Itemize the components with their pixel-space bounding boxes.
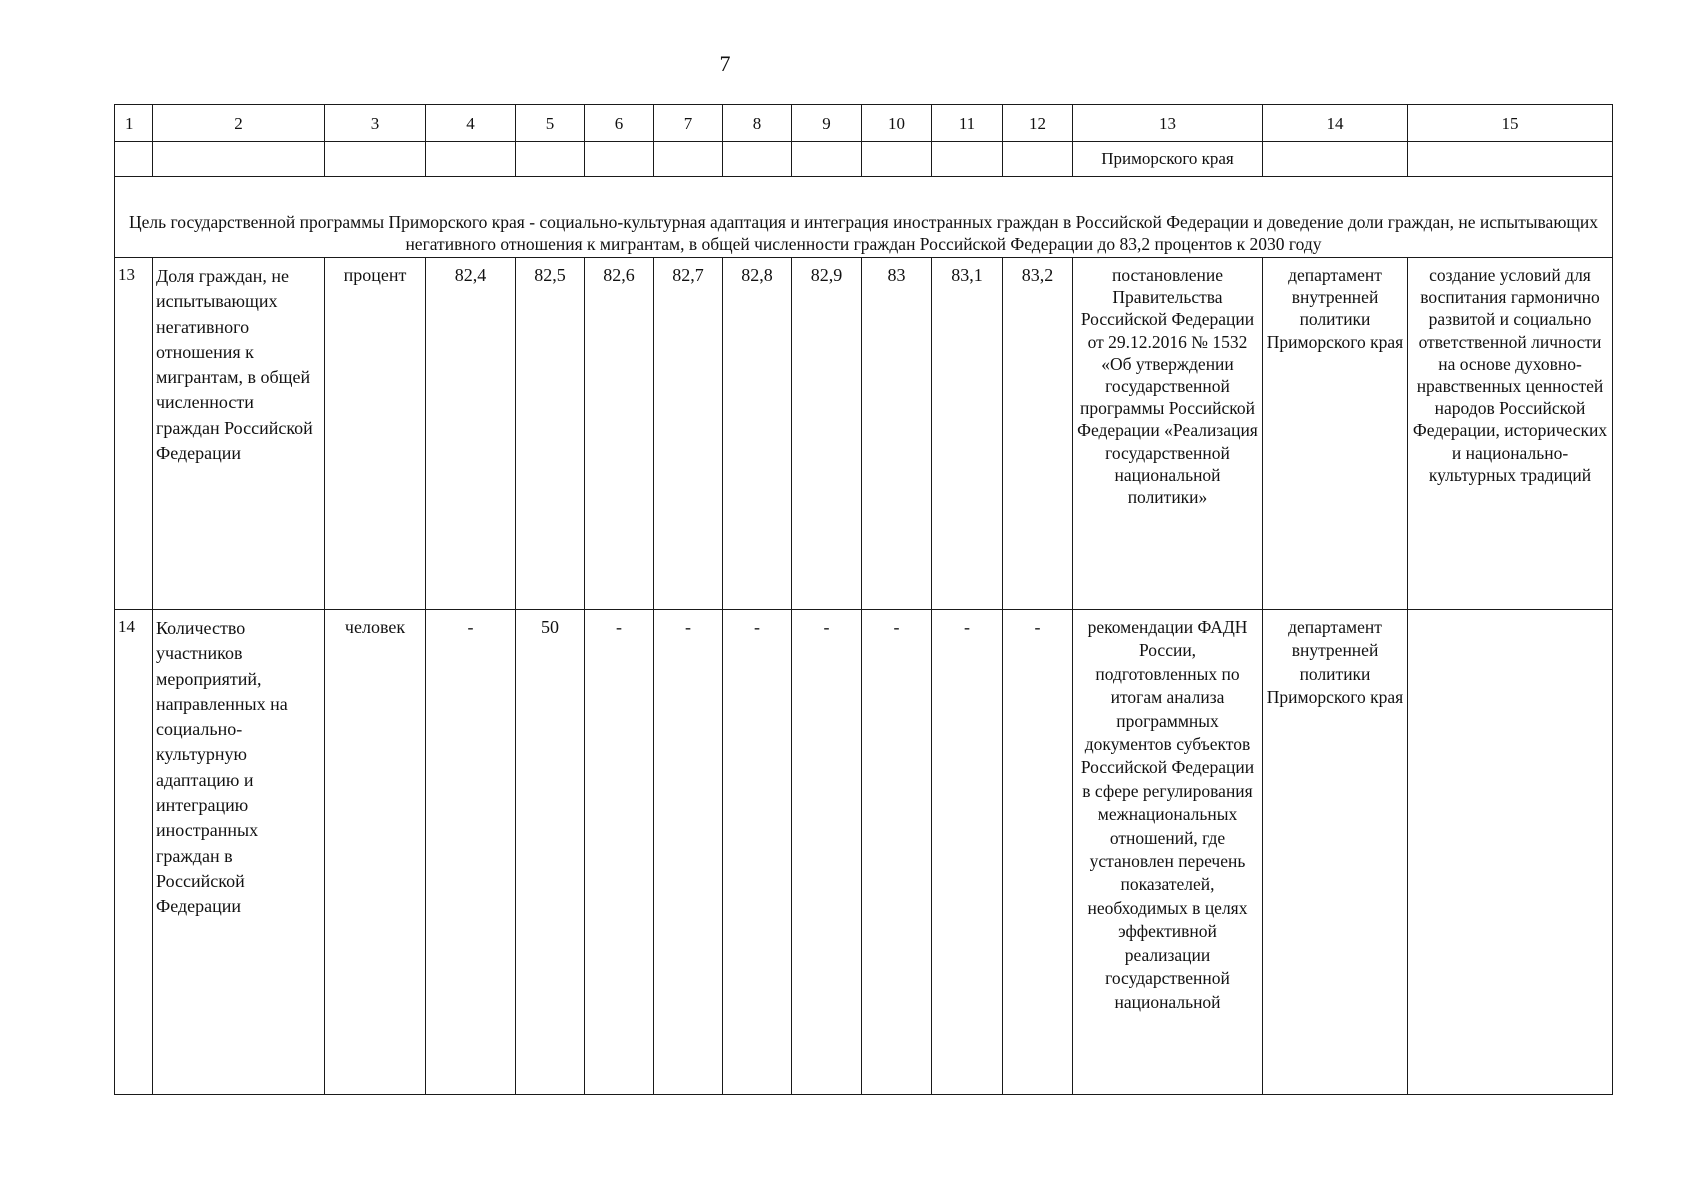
responsible-body-cell: департамент внутренней политики Приморского края [1263, 610, 1408, 1095]
value-cell: - [723, 610, 792, 1095]
value-cell: - [792, 610, 862, 1095]
indicator-name: Количество участников мероприятий, направленных на социально-культурную адаптацию и интеграцию иностранных граждан в Российской Федерации [153, 610, 325, 1095]
table-cell [792, 142, 862, 177]
column-header: 1 [115, 105, 153, 142]
value-cell: - [862, 610, 932, 1095]
value-cell: 83,2 [1003, 258, 1073, 610]
goal-row [115, 177, 1613, 258]
indicators-table [114, 104, 1613, 1095]
table-row [115, 258, 1613, 610]
column-header: 13 [1073, 105, 1263, 142]
table-cell [153, 142, 325, 177]
value-cell: 82,7 [654, 258, 723, 610]
column-header: 6 [585, 105, 654, 142]
unit-cell: процент [325, 258, 426, 610]
row-number: 13 [115, 258, 153, 610]
value-cell: 50 [516, 610, 585, 1095]
column-header: 7 [654, 105, 723, 142]
indicator-name: Доля граждан, не испытывающих негативного отношения к мигрантам, в общей численности граждан Российской Федерации [153, 258, 325, 610]
unit-cell: человек [325, 610, 426, 1095]
column-header: 5 [516, 105, 585, 142]
goal-link-cell [1408, 610, 1613, 1095]
source-document-cell: рекомендации ФАДН России, подготовленных по итогам анализа программных документов субъектов Российской Федерации в сфере регулирования межнациональных отношений, где установлен перечень показателей, необходимых в целях эффективной реализации государственной национальной [1073, 610, 1263, 1095]
table-cell [325, 142, 426, 177]
page-number: 7 [719, 51, 731, 76]
program-goal-text: Цель государственной программы Приморского края - социально-культурная адаптация и интеграция иностранных граждан в Российской Федерации и доведение доли граждан, не испытывающих негативного отношения к мигрантам, в общей численности граждан Российской Федерации до 83,2 процентов к 2030 году [115, 177, 1613, 258]
table-cell [862, 142, 932, 177]
table-cell [654, 142, 723, 177]
column-header: 4 [426, 105, 516, 142]
value-cell: - [654, 610, 723, 1095]
table-cell [1003, 142, 1073, 177]
value-cell: 82,9 [792, 258, 862, 610]
column-header: 10 [862, 105, 932, 142]
value-cell: 83 [862, 258, 932, 610]
value-cell: - [426, 610, 516, 1095]
value-cell: - [932, 610, 1003, 1095]
column-header: 11 [932, 105, 1003, 142]
table-cell [1408, 142, 1613, 177]
table-cell: Приморского края [1073, 142, 1263, 177]
table-cell [516, 142, 585, 177]
table-cell [426, 142, 516, 177]
value-cell: 83,1 [932, 258, 1003, 610]
column-header: 15 [1408, 105, 1613, 142]
column-number-row [115, 105, 1613, 142]
value-cell: 82,4 [426, 258, 516, 610]
column-header: 12 [1003, 105, 1073, 142]
source-document-cell: постановление Правительства Российской Федерации от 29.12.2016 № 1532 «Об утверждении государственной программы Российской Федерации «Реализация государственной национальной политики» [1073, 258, 1263, 610]
row-number: 14 [115, 610, 153, 1095]
value-cell: 82,6 [585, 258, 654, 610]
continuation-row [115, 142, 1613, 177]
value-cell: 82,5 [516, 258, 585, 610]
column-header: 2 [153, 105, 325, 142]
table-cell [932, 142, 1003, 177]
table-cell [115, 142, 153, 177]
column-header: 9 [792, 105, 862, 142]
column-header: 3 [325, 105, 426, 142]
table-cell [1263, 142, 1408, 177]
goal-link-cell: создание условий для воспитания гармонично развитой и социально ответственной личности на основе духовно-нравственных ценностей народов Российской Федерации, исторических и национально-культурных традиций [1408, 258, 1613, 610]
table-cell [723, 142, 792, 177]
column-header: 14 [1263, 105, 1408, 142]
value-cell: 82,8 [723, 258, 792, 610]
value-cell: - [585, 610, 654, 1095]
table-cell [585, 142, 654, 177]
column-header: 8 [723, 105, 792, 142]
responsible-body-cell: департамент внутренней политики Приморского края [1263, 258, 1408, 610]
table-row [115, 610, 1613, 1095]
value-cell: - [1003, 610, 1073, 1095]
